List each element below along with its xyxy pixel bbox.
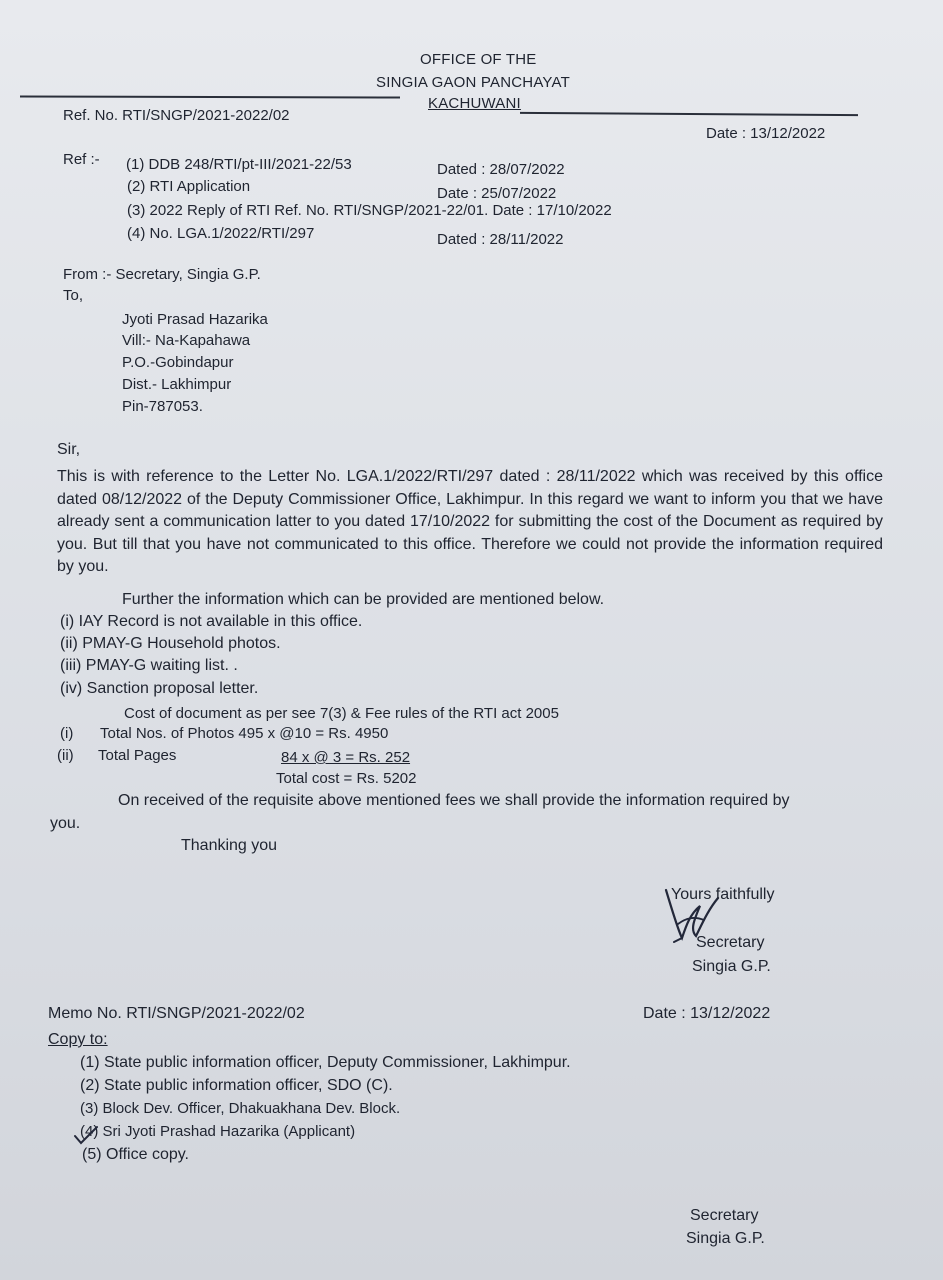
cost-row-num: (ii) (57, 747, 74, 764)
ref-item: (3) 2022 Reply of RTI Ref. No. RTI/SNGP/2021-22/01. Date : 17/10/2022 (127, 202, 612, 219)
header-rule-left (20, 96, 400, 98)
ref-item: (2) RTI Application (127, 178, 251, 195)
info-item: (iv) Sanction proposal letter. (60, 680, 259, 697)
body-paragraph (57, 466, 883, 579)
ref-item-date: Date : 25/07/2022 (437, 185, 557, 202)
ref-item-date: Dated : 28/07/2022 (437, 161, 565, 178)
total-cost: Total cost = Rs. 5202 (276, 770, 417, 787)
ref-number: Ref. No. RTI/SNGP/2021-2022/02 (63, 107, 290, 124)
copy-list-item: (5) Office copy. (82, 1146, 189, 1163)
footer-signature-org: Singia G.P. (686, 1230, 765, 1247)
to-label: To, (63, 287, 84, 304)
copy-list-item: (1) State public information officer, Deputy Commissioner, Lakhimpur. (80, 1054, 571, 1071)
address-line: Pin-787053. (122, 398, 203, 415)
body-paragraph-text: This is with reference to the Letter No. LGA.1/2022/RTI/297 dated : 28/11/2022 which was received by this office dated 08/12/2022 of the Deputy Commissioner Office, Lakhimpur. In this regard we want to inform you that we have already sent a communication latter to you dated 17/10/2022 for submitting the cost of the Document as required by you. But till that you have not communicated to this office. Therefore we could not provide the information required by you. (57, 468, 883, 575)
from-line: From :- Secretary, Singia G.P. (63, 266, 261, 283)
ref-item-date: Dated : 28/11/2022 (437, 231, 564, 248)
signature-org: Singia G.P. (692, 958, 771, 975)
cost-row-label: Total Nos. of Photos 495 x @10 = Rs. 4950 (100, 725, 389, 742)
copy-list-item: (3) Block Dev. Officer, Dhakuakhana Dev. Block. (80, 1100, 401, 1117)
ref-item: (4) No. LGA.1/2022/RTI/297 (127, 225, 315, 242)
copy-to-label: Copy to: (48, 1031, 108, 1048)
closing-line-end: you. (50, 815, 81, 832)
salutation: Sir, (57, 441, 81, 458)
cost-row-calc: 84 x @ 3 = Rs. 252 (281, 749, 411, 766)
signature-title: Secretary (696, 934, 765, 951)
signature-closing: Yours faithfully (671, 886, 775, 903)
thanking-line: Thanking you (181, 837, 278, 854)
memo-number: Memo No. RTI/SNGP/2021-2022/02 (48, 1005, 305, 1022)
header-rule-right (520, 112, 858, 116)
closing-line: On received of the requisite above mentioned fees we shall provide the information required by (118, 792, 790, 809)
further-line: Further the information which can be provided are mentioned below. (122, 591, 605, 608)
copy-list-item: (2) State public information officer, SDO (C). (80, 1077, 393, 1094)
copy-list-item: (4) Sri Jyoti Prashad Hazarika (Applicant) (80, 1123, 356, 1140)
ref-label: Ref :- (63, 151, 100, 168)
cost-row-label: Total Pages (98, 747, 177, 764)
cost-row-num: (i) (60, 725, 74, 742)
address-line: Vill:- Na-Kapahawa (122, 332, 251, 349)
ref-item: (1) DDB 248/RTI/pt-III/2021-22/53 (126, 156, 352, 173)
cost-heading: Cost of document as per see 7(3) & Fee rules of the RTI act 2005 (124, 705, 559, 722)
office-heading-line3: KACHUWANI (428, 95, 521, 112)
info-item: (ii) PMAY-G Household photos. (60, 635, 281, 652)
letter-date: Date : 13/12/2022 (706, 125, 826, 142)
address-line: P.O.-Gobindapur (122, 354, 234, 371)
footer-signature-title: Secretary (690, 1207, 759, 1224)
info-item: (i) IAY Record is not available in this office. (60, 613, 363, 630)
address-line: Jyoti Prasad Hazarika (122, 311, 268, 328)
memo-date: Date : 13/12/2022 (643, 1005, 771, 1022)
info-item: (iii) PMAY-G waiting list. . (60, 657, 238, 674)
address-line: Dist.- Lakhimpur (122, 376, 232, 393)
office-heading-line1: OFFICE OF THE (420, 51, 537, 68)
office-heading-line2: SINGIA GAON PANCHAYAT (376, 74, 570, 91)
